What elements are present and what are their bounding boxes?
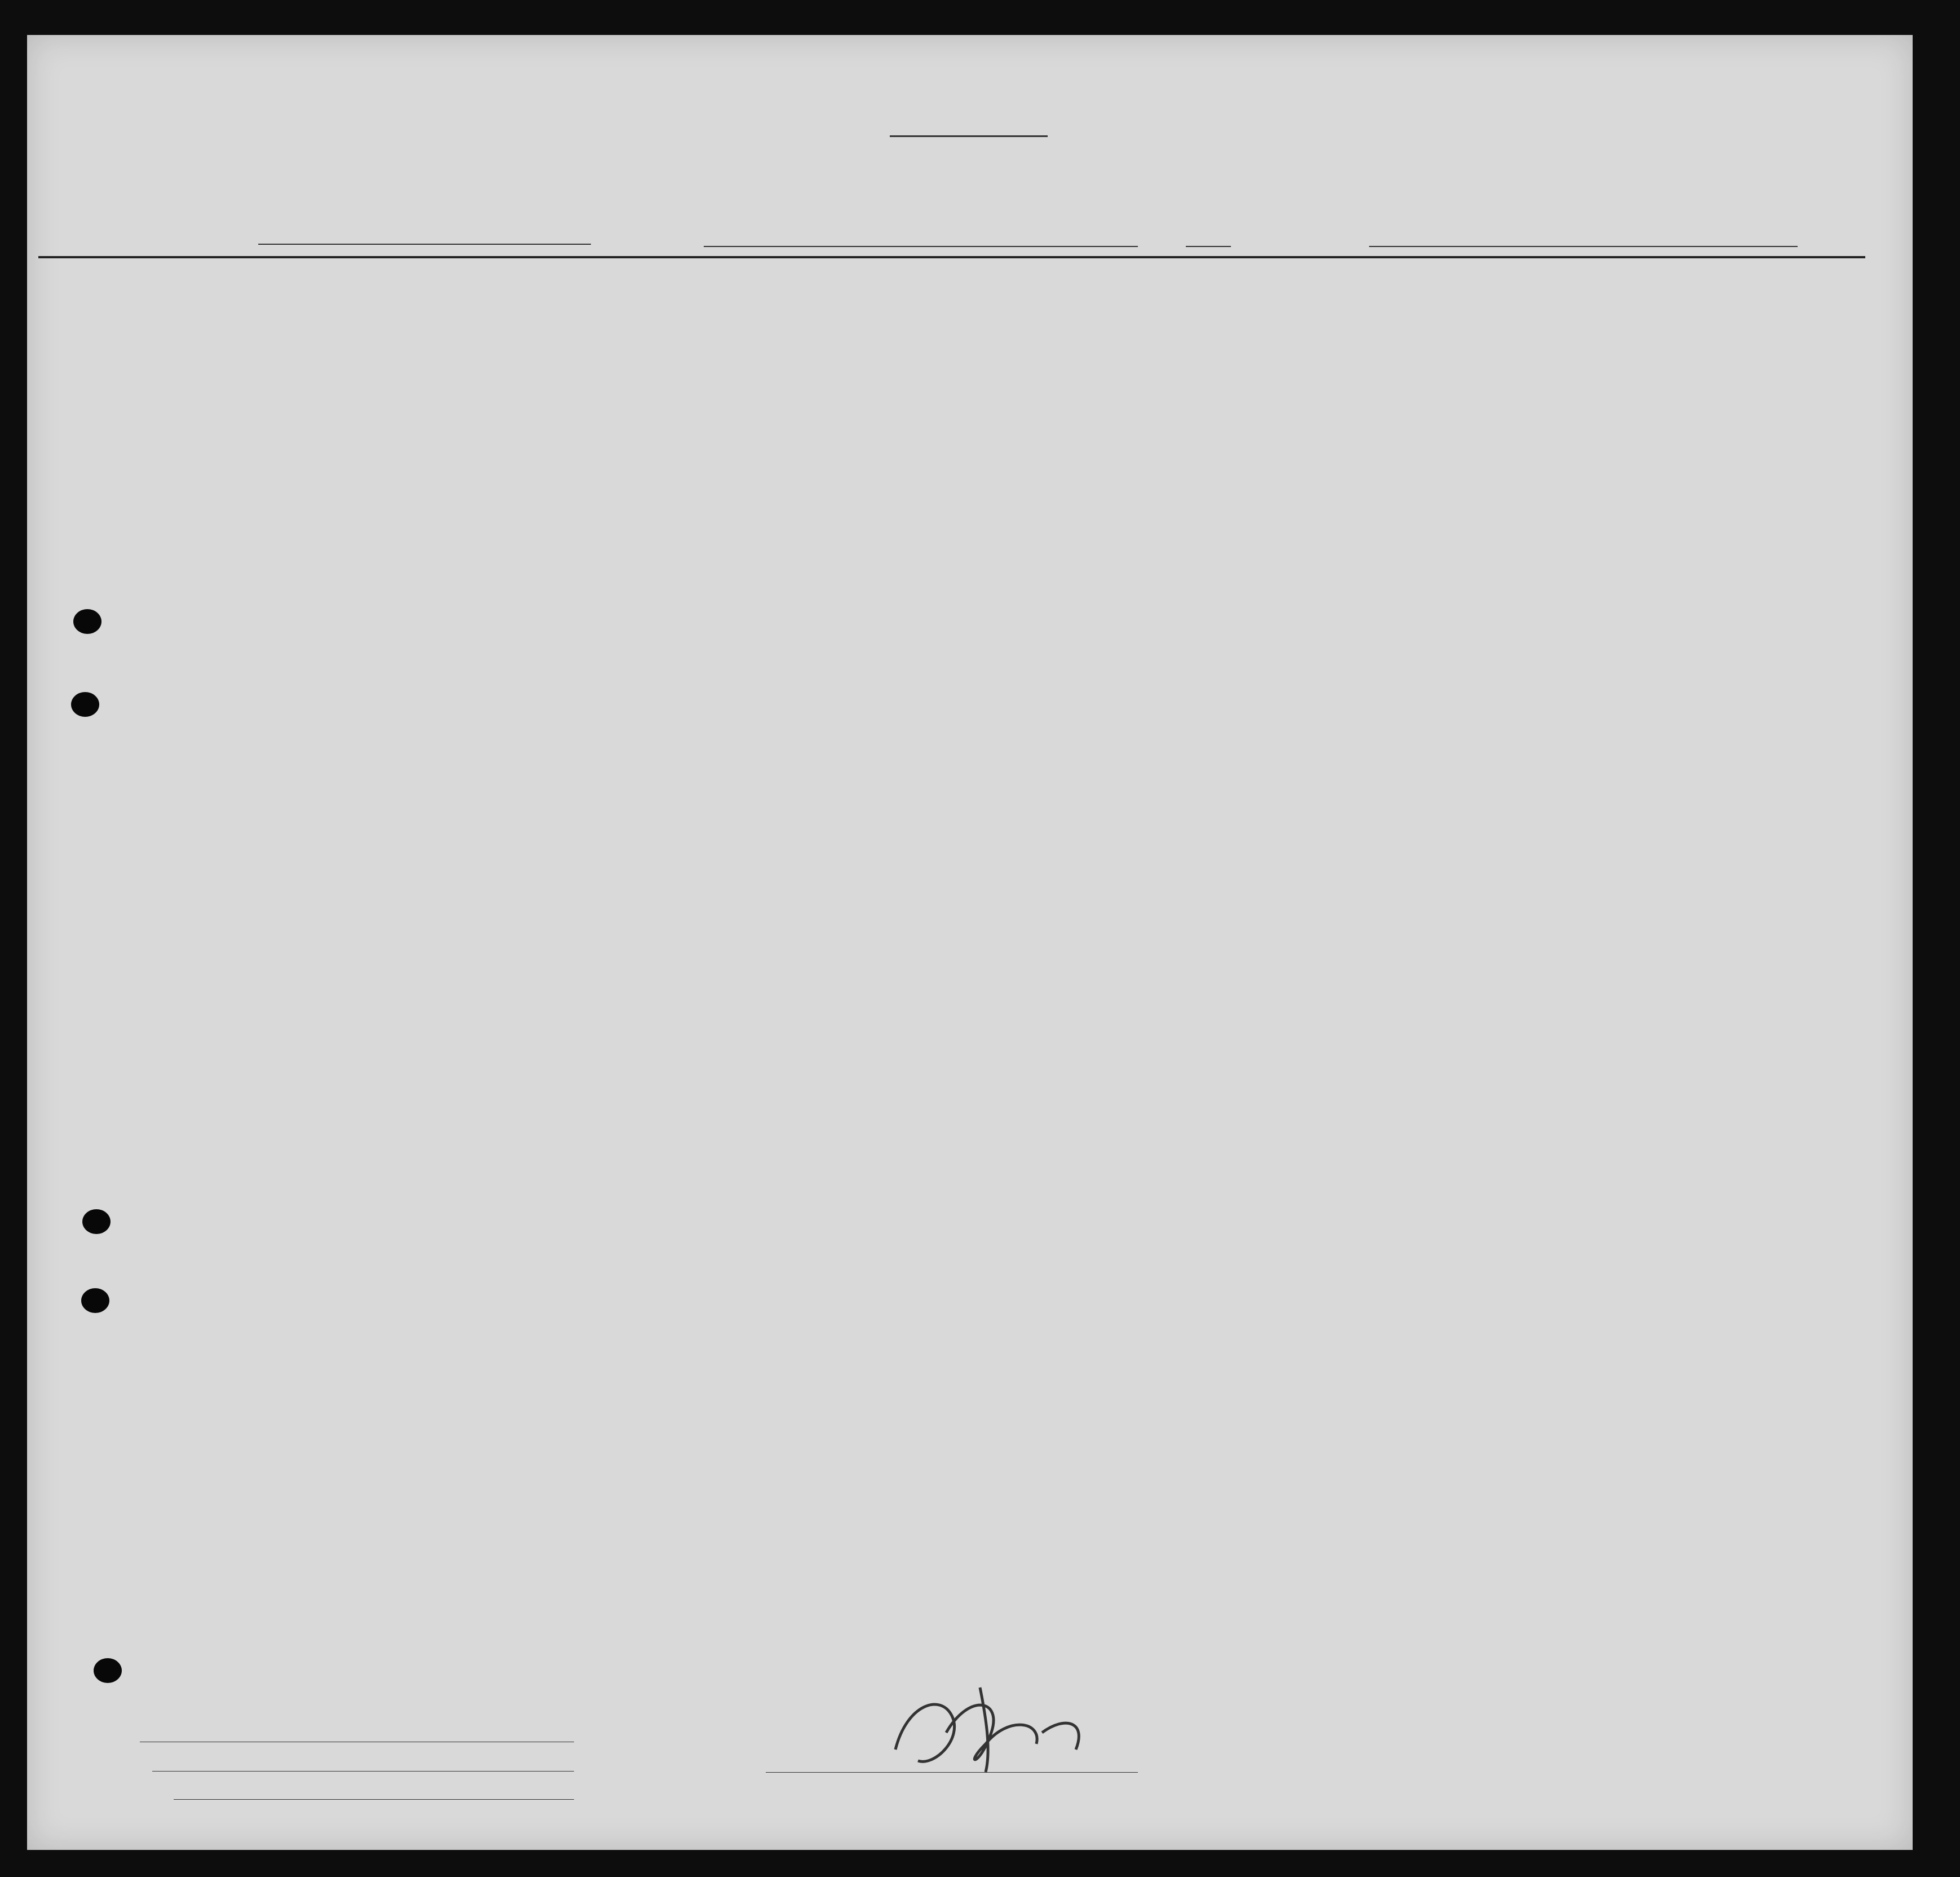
- inspector-signature: [873, 1682, 1132, 1778]
- manifest-sheet: [27, 35, 1913, 1850]
- year-underline: [1186, 246, 1231, 247]
- arriving-underline: [704, 246, 1138, 247]
- from-port-underline: [1369, 246, 1798, 247]
- punch-hole: [71, 692, 99, 717]
- vessel-underline: [258, 244, 591, 245]
- punch-hole: [73, 609, 101, 634]
- inspector-underline: [766, 1772, 1138, 1773]
- punch-hole: [81, 1288, 109, 1313]
- table-top-rule: [38, 256, 1865, 258]
- punch-hole: [82, 1209, 111, 1234]
- punch-hole: [94, 1658, 122, 1683]
- title-rule: [890, 135, 1048, 137]
- agents-underline: [174, 1799, 574, 1800]
- owners-underline: [152, 1771, 574, 1772]
